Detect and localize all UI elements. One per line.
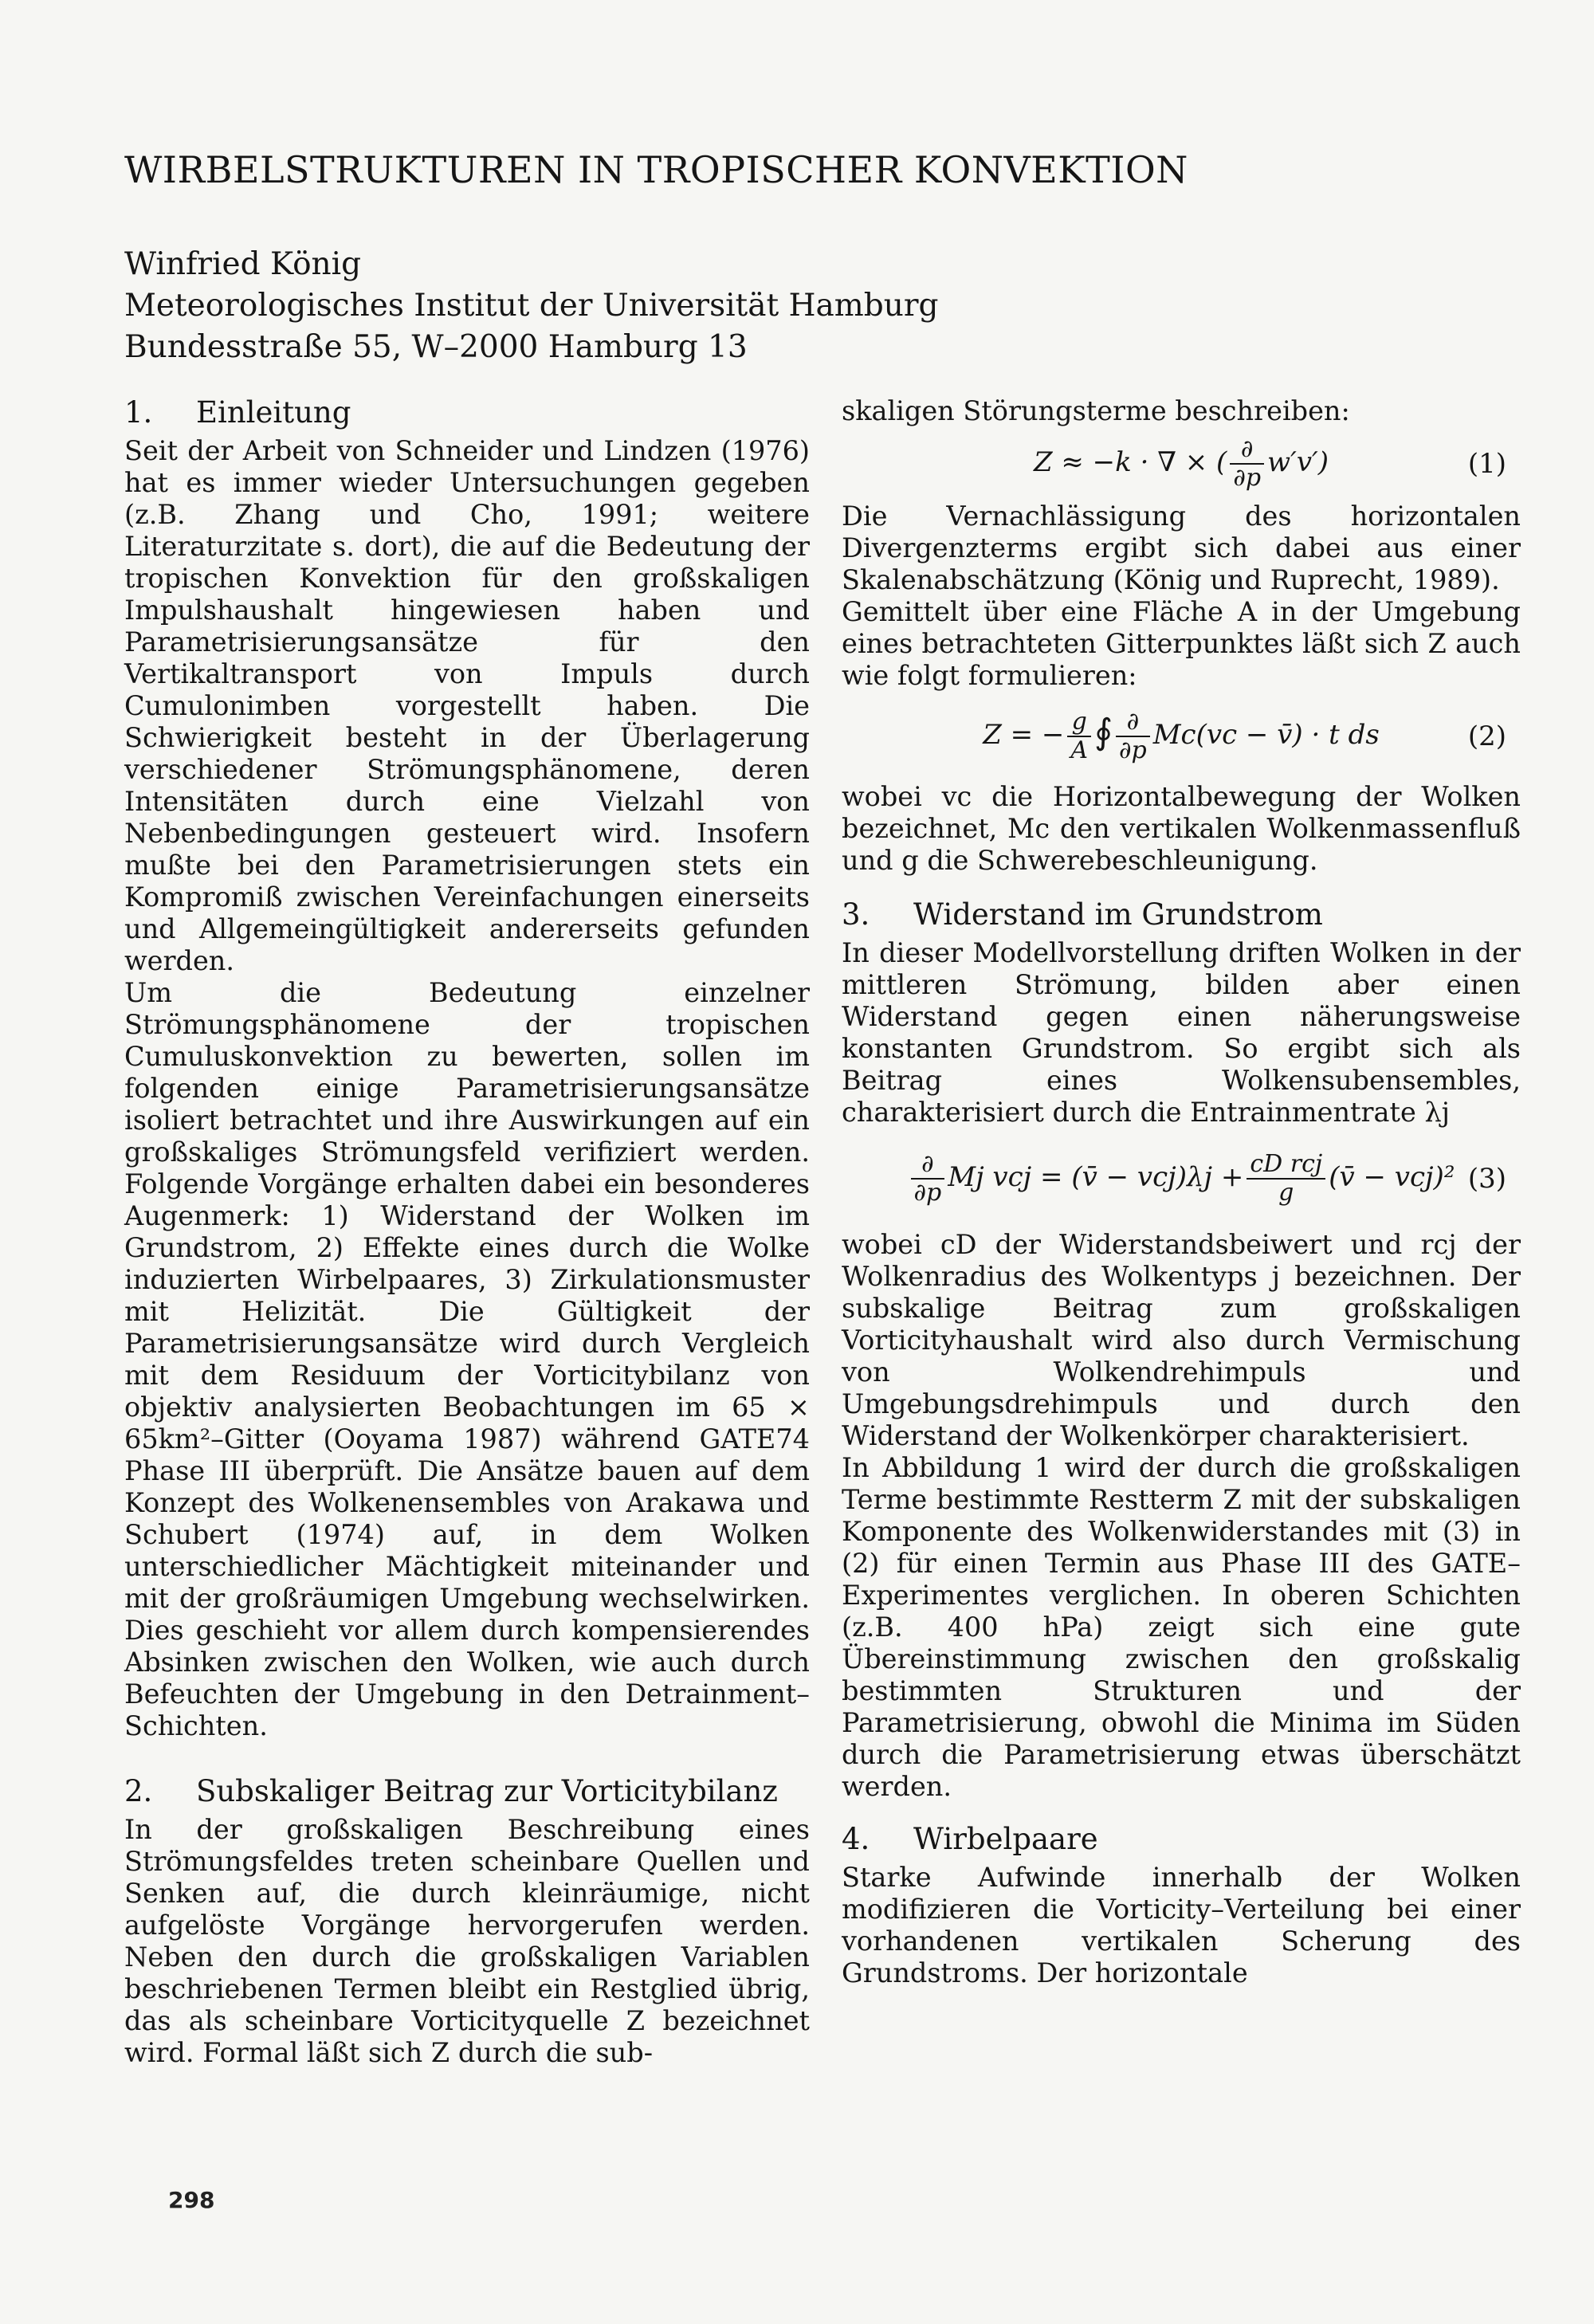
equation-1 [842, 435, 1521, 492]
paragraph: Starke Aufwinde innerhalb der Wolken modifizieren die Vorticity–Verteilung bei einer vorhandenen vertikalen Scherung des Grundstroms. Der horizontale [842, 1862, 1521, 1988]
fraction-denominator: g [1278, 1179, 1294, 1207]
section-title: Subskaliger Beitrag zur Vorticitybilanz [196, 1774, 778, 1808]
paper-title: WIRBELSTRUKTUREN IN TROPISCHER KONVEKTION [124, 148, 1188, 191]
fraction [1116, 709, 1150, 764]
paragraph: Gemittelt über eine Fläche A in der Umgebung eines betrachteten Gitterpunktes läßt sich Z auch wie folgt formulieren: [842, 596, 1521, 691]
section-title: Wirbelpaare [913, 1822, 1098, 1856]
fraction-numerator: g [1067, 709, 1091, 737]
equation-3 [842, 1141, 1521, 1216]
equation-body [1034, 436, 1329, 492]
fraction-numerator: ∂ [911, 1151, 945, 1180]
paragraph: wobei vc die Horizontalbewegung der Wolken bezeichnet, Mc den vertikalen Wolkenmassenfluß und g die Schwerebeschleunigung. [842, 781, 1521, 876]
fraction-denominator: A [1070, 736, 1089, 764]
equation-2 [842, 705, 1521, 768]
paragraph: Die Vernachlässigung des horizontalen Divergenzterms ergibt sich dabei aus einer Skalenabschätzung (König und Ruprecht, 1989). [842, 501, 1521, 595]
section-number: 2. [124, 1774, 153, 1808]
author-address: Bundesstraße 55, W–2000 Hamburg 13 [124, 329, 748, 365]
equation-lhs: Z = − [983, 719, 1065, 751]
fraction-denominator: ∂p [913, 1179, 942, 1207]
equation-rhs: w′v′) [1267, 446, 1329, 478]
fraction-numerator: ∂ [1116, 709, 1150, 737]
section-number: 1. [124, 395, 153, 430]
section-heading-4 [842, 1822, 1521, 1857]
section-heading-2 [124, 1774, 810, 1809]
paragraph: Seit der Arbeit von Schneider und Lindzen (1976) hat es immer wieder Untersuchungen gegeben (z.B. Zhang und Cho, 1991; weitere Literaturzitate s. dort), die auf die Bedeutung der tropischen Konvektion für den großskaligen Impulshaushalt hingewiesen haben und Parametrisierungsansätze für den Vertikaltransport von Impuls durch Cumulonimben vorgestellt haben. Die Schwierigkeit besteht in der Überlagerung verschiedener Strömungsphänomene, deren Intensitäten durch eine Vielzahl von Nebenbedingungen gesteuert wird. Insofern mußte bei den Parametrisierungen stets ein Kompromiß zwischen Vereinfachungen einerseits und Allgemeingültigkeit andererseits gefunden werden. [124, 435, 810, 976]
paragraph-continuation: skaligen Störungsterme beschreiben: [842, 395, 1350, 426]
paragraph: In der großskaligen Beschreibung eines Strömungsfeldes treten scheinbare Quellen und Senken auf, die durch kleinräumige, nicht aufgelöste Vorgänge hervorgerufen werden. Neben den durch die großskaligen Variablen beschriebenen Termen bleibt ein Restglied übrig, das als scheinbare Vorticityquelle Z bezeichnet wird. Formal läßt sich Z durch die sub- [124, 1814, 810, 2068]
equation-rhs: (v̄ − vcj)² [1329, 1161, 1455, 1193]
equation-rhs: Mc(vc − v̄) · t ds [1152, 719, 1380, 751]
equation-number: (2) [1467, 720, 1506, 752]
equation-body [983, 709, 1380, 764]
section-heading-1 [124, 395, 810, 430]
section-title: Einleitung [196, 395, 351, 430]
section-number: 3. [842, 897, 870, 932]
equation-body [908, 1151, 1455, 1207]
contour-integral-symbol: ∮ [1094, 712, 1113, 752]
paragraph: Um die Bedeutung einzelner Strömungsphänomene der tropischen Cumuluskonvektion zu bewerten, sollen im folgenden einige Parametrisierungsansätze isoliert betrachtet und ihre Auswirkungen auf ein großskaliges Strömungsfeld verifiziert werden. Folgende Vorgänge erhalten dabei ein besonderes Augenmerk: 1) Widerstand der Wolken im Grundstrom, 2) Effekte eines durch die Wolke induzierten Wirbelpaares, 3) Zirkulationsmuster mit Helizität. Die Gültigkeit der Parametrisierungsansätze wird durch Vergleich mit dem Residuum der Vorticitybilanz von objektiv analysierten Beobachtungen im 65 × 65km²–Gitter (Ooyama 1987) während GATE74 Phase III überprüft. Die Ansätze bauen auf dem Konzept des Wolkenensembles von Arakawa und Schubert (1974) auf, in dem Wolken unterschiedlicher Mächtigkeit miteinander und mit der großräumigen Umgebung wechselwirken. Dies geschieht vor allem durch kompensierendes Absinken zwischen den Wolken, wie auch durch Befeuchten der Umgebung in den Detrainment–Schichten. [124, 977, 810, 1741]
author-name: Winfried König [124, 246, 362, 282]
fraction [1230, 436, 1264, 492]
equation-middle: Mj vcj = (v̄ − vcj)λj + [948, 1161, 1244, 1193]
equation-lhs: Z ≈ −k · ∇ × ( [1033, 446, 1227, 478]
paragraph: In Abbildung 1 wird der durch die großskaligen Terme bestimmte Restterm Z mit der subskaligen Komponente des Wolkenwiderstandes mit (3) in (2) für einen Termin aus Phase III des GATE–Experimentes verglichen. In oberen Schichten (z.B. 400 hPa) zeigt sich eine gute Übereinstimmung zwischen den großskalig bestimmten Strukturen und der Parametrisierung, obwohl die Minima im Süden durch die Parametrisierung etwas überschätzt werden. [842, 1452, 1521, 1802]
page-number: 298 [168, 2187, 215, 2213]
section-heading-3 [842, 897, 1521, 932]
fraction-denominator: ∂p [1119, 736, 1147, 764]
fraction-denominator: ∂p [1233, 464, 1262, 492]
equation-number: (3) [1467, 1163, 1506, 1195]
paragraph: wobei cD der Widerstandsbeiwert und rcj der Wolkenradius des Wolkentyps j bezeichnen. Der subskalige Beitrag zum großskaligen Vorticityhaushalt wird also durch Vermischung von Wolkendrehimpuls und Umgebungsdrehimpuls und durch den Widerstand der Wolkenkörper charakterisiert. [842, 1229, 1521, 1451]
paragraph: In dieser Modellvorstellung driften Wolken in der mittleren Strömung, bilden aber einen Widerstand gegen einen näherungsweise konstanten Grundstrom. So ergibt sich als Beitrag eines Wolkensubensembles, charakterisiert durch die Entrainmentrate λj [842, 937, 1521, 1128]
author-block [124, 244, 938, 368]
fraction [911, 1151, 945, 1207]
left-column [124, 395, 810, 2069]
fraction [1067, 709, 1091, 764]
section-title: Widerstand im Grundstrom [913, 897, 1323, 932]
fraction-numerator: cD rcj [1247, 1151, 1325, 1180]
equation-number: (1) [1467, 448, 1506, 480]
fraction-numerator: ∂ [1230, 436, 1264, 465]
fraction [1247, 1151, 1325, 1207]
right-column [842, 395, 1521, 1989]
section-number: 4. [842, 1822, 870, 1856]
author-affiliation: Meteorologisches Institut der Universität Hamburg [124, 288, 939, 324]
